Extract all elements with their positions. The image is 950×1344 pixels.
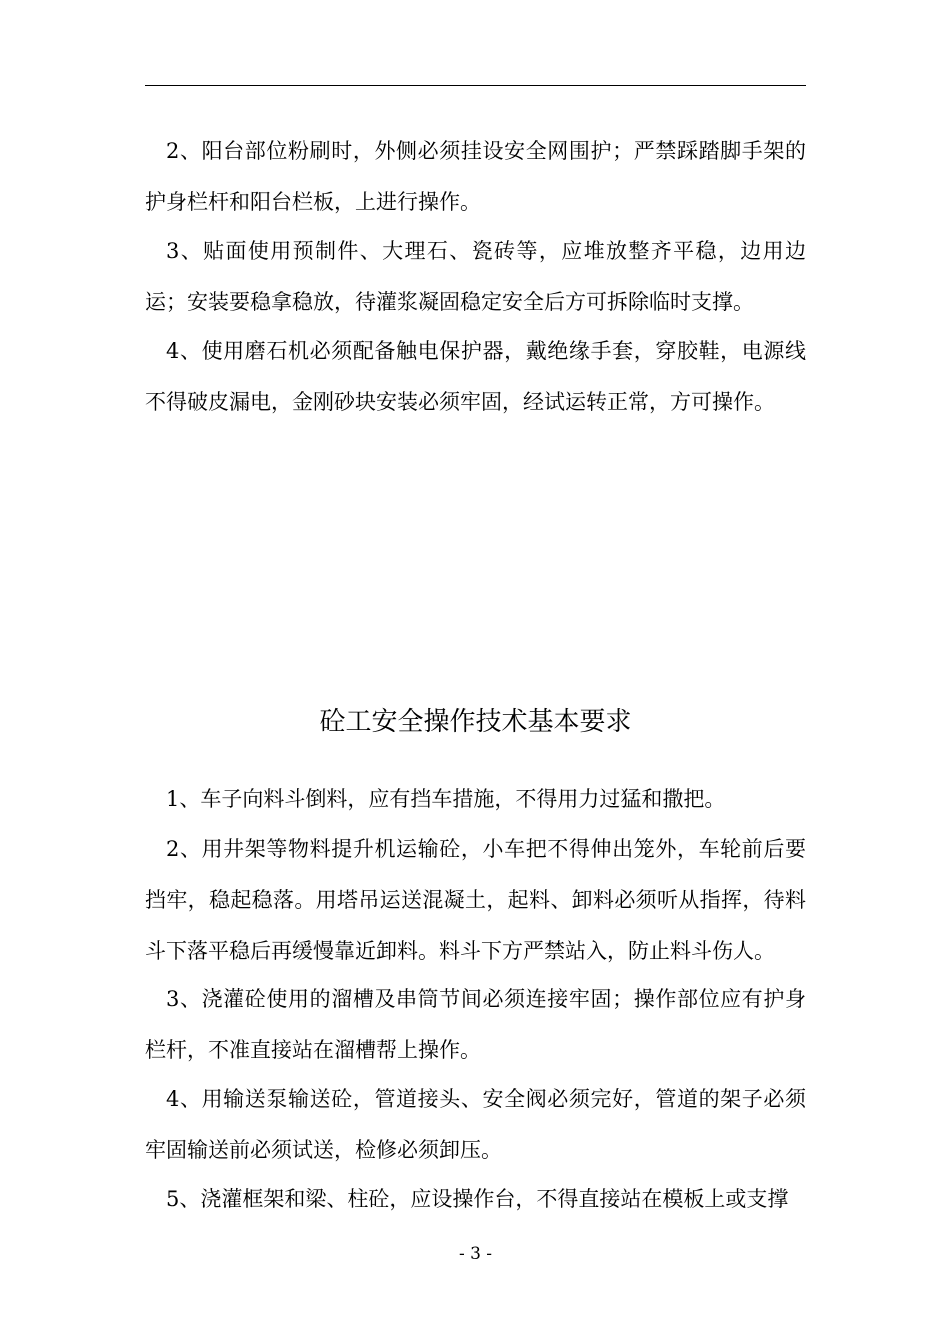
paragraph-frame-pouring: 5、浇灌框架和梁、柱砼，应设操作台，不得直接站在模板上或支撑 [166,1187,789,1211]
paragraph-facing-installation: 3、贴面使用预制件、大理石、瓷砖等，应堆放整齐平稳，边用边运；安装要稳拿稳放，待灌浆凝固稳定安全后方可拆除临时支撑。 [145,239,806,314]
paragraph-balcony-plastering: 2、阳台部位粉刷时，外侧必须挂设安全网围护；严禁踩踏脚手架的护身栏杆和阳台栏板，上进行操作。 [145,139,806,214]
header-rule [145,85,806,86]
section-title: 砼工安全操作技术基本要求 [319,707,632,737]
paragraph-chute-connection: 3、浇灌砼使用的溜槽及串筒节间必须连接牢固；操作部位应有护身栏杆，不准直接站在溜槽帮上操作。 [145,987,806,1062]
paragraph-grinding-machine: 4、使用磨石机必须配备触电保护器，戴绝缘手套，穿胶鞋，电源线不得破皮漏电，金刚砂块安装必须牢固，经试运转正常，方可操作。 [145,339,806,414]
paragraph-pump-delivery: 4、用输送泵输送砼，管道接头、安全阀必须完好，管道的架子必须牢固输送前必须试送，检修必须卸压。 [145,1087,806,1162]
paragraph-hoist-transport: 2、用井架等物料提升机运输砼，小车把不得伸出笼外，车轮前后要挡牢，稳起稳落。用塔吊运送混凝土，起料、卸料必须听从指挥，待料斗下落平稳后再缓慢靠近卸料。料斗下方严禁站入，防止料斗伤人。 [145,837,806,963]
page-number: - 3 - [458,1244,493,1264]
paragraph-hopper-dumping: 1、车子向料斗倒料，应有挡车措施，不得用力过猛和撒把。 [166,787,726,811]
